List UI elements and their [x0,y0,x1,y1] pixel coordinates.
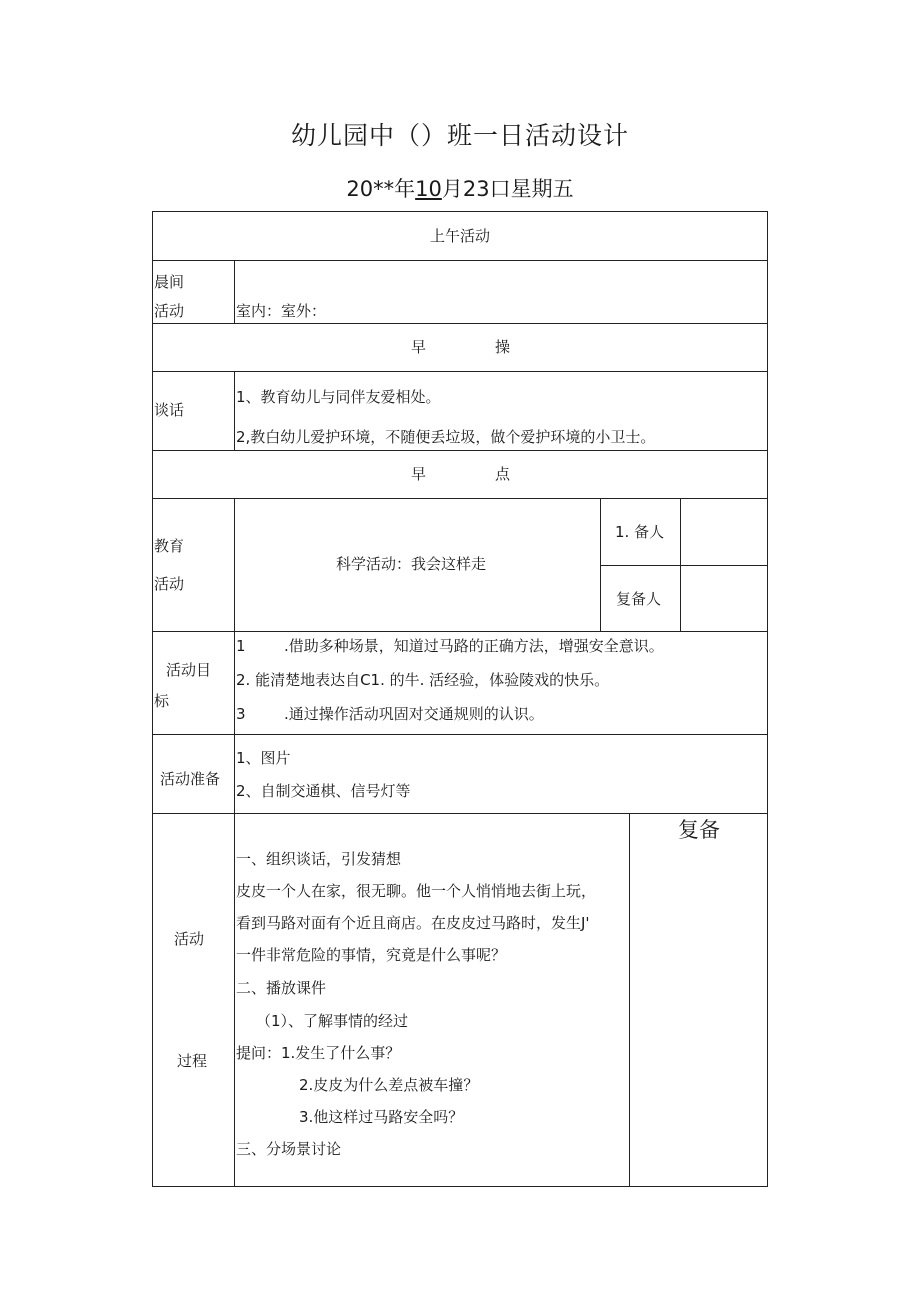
fubeiren-label: 复备人 [616,590,662,608]
prep-label: 活动准备 [160,770,221,788]
zaocao-right: 操 [495,338,511,356]
prep-line-2: 2、自制交通棋、信号灯等 [236,782,411,800]
process-label-1: 活动 [174,930,205,948]
process-line: 提问：1.发生了什么事？ [236,1044,401,1062]
process-line: 一件非常危险的事情，究竟是什么事呢？ [236,946,507,964]
process-line: 3.他这样过马路安全吗？ [299,1108,464,1126]
column-divider [629,813,630,1187]
goal-1-text: .借助多种场景，知道过马路的正确方法，增强安全意识。 [284,637,664,655]
chenjian-label-1: 晨间 [154,273,185,291]
process-line: 一、组织谈话，引发猜想 [236,850,402,868]
process-line: 皮皮一个人在家，很无聊。他一个人悄悄地去街上玩， [236,882,597,900]
beiren-label: 1. 备人 [615,523,665,541]
goal-3-text: .通过操作活动巩固对交通规则的认识。 [284,705,544,723]
goal-3-number: 3 [236,705,246,723]
row-divider [152,260,768,261]
process-line: 二、播放课件 [236,979,327,997]
column-divider [600,498,601,631]
fubei-header: 复备 [678,818,720,842]
row-divider [600,565,768,566]
row-divider [152,498,768,499]
date-suffix: 月23口星期五 [441,177,574,201]
goal-1-number: 1 [236,637,246,655]
jiaoyu-content: 科学活动：我会这样走 [336,555,487,573]
column-divider [234,498,235,1187]
jiaoyu-label-2: 活动 [154,575,185,593]
document-date [0,173,920,203]
table-border-left [152,211,153,1187]
column-divider [680,498,681,631]
chenjian-label-2: 活动 [154,302,185,320]
goals-label-1: 活动目 [166,661,212,679]
table-border-bottom [152,1186,768,1187]
table-border-top [152,211,768,212]
prep-line-1: 1、图片 [236,749,291,767]
row-divider [152,631,768,632]
zaocao-left: 早 [411,338,427,356]
tanhua-line-2: 2,教白幼儿爱护环境，不随便丢垃圾，做个爱护环境的小卫士。 [236,428,656,446]
row-divider [152,323,768,324]
date-month: 10 [415,177,442,201]
chenjian-content: 室内：室外： [236,302,327,320]
process-label-2: 过程 [177,1052,208,1070]
jiaoyu-label-1: 教育 [154,537,185,555]
goals-label-2: 标 [154,692,170,710]
zaodian-right: 点 [495,465,511,483]
zaodian-left: 早 [411,465,427,483]
date-prefix: 20**年 [346,177,416,201]
process-line: 三、分场景讨论 [236,1140,342,1158]
column-divider [234,260,235,323]
row-divider [152,734,768,735]
table-border-right [767,211,768,1187]
process-line: （1）、了解事情的经过 [256,1012,409,1030]
row-divider [152,450,768,451]
document-title: 幼儿园中（）班一日活动设计 [290,121,629,150]
column-divider [234,371,235,450]
row-divider [152,813,768,814]
tanhua-line-1: 1、教育幼儿与同伴友爱相处。 [236,388,441,406]
tanhua-label: 谈话 [154,401,185,419]
process-line: 看到马路对面有个近且商店。在皮皮过马路时，发生J' [236,914,590,932]
process-line: 2.皮皮为什么差点被车撞？ [299,1076,479,1094]
goal-2-text: 2. 能清楚地表达自C1. 的牛. 活经验，体验陵戏的快乐。 [236,671,610,689]
morning-header: 上午活动 [429,227,490,245]
row-divider [152,371,768,372]
